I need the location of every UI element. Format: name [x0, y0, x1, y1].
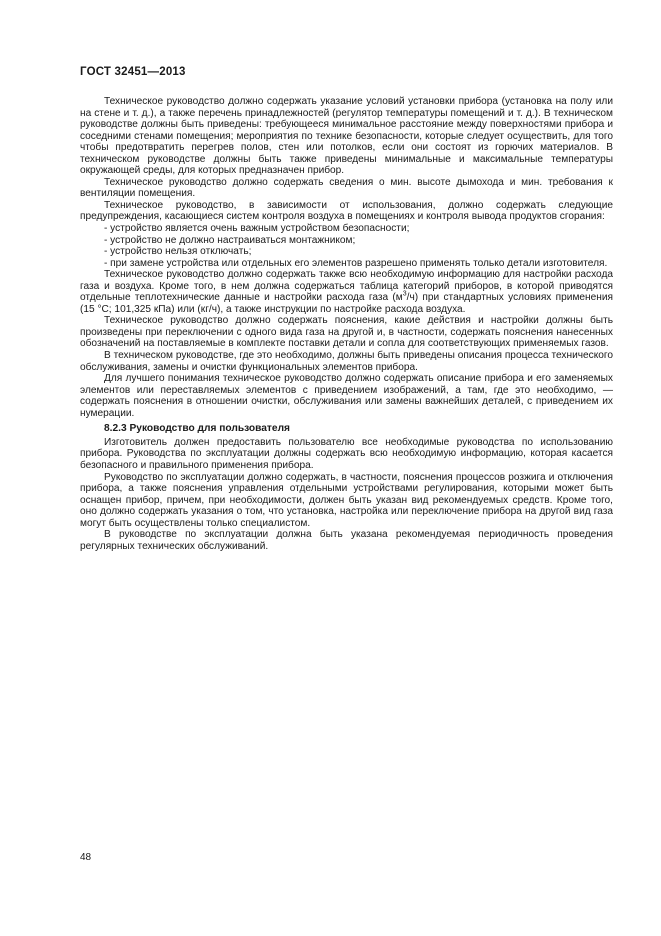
paragraph-warnings-intro: Техническое руководство, в зависимости от использования, должно содержать следующие предупреждения, касающиеся систем контроля воздуха в помещениях и контроля вывода продуктов сгорания: [80, 199, 613, 223]
paragraph-description: Для лучшего понимания техническое руководство должно содержать описание прибора и его заменяемых элементов или переставляемых элементов с приведением изображений, а там, где это необходимо, — содержать пояснения в отношении очистки, обслуживания или замены важнейших деталей, с приведением их нумерации. [80, 373, 613, 419]
section-heading: 8.2.3 Руководство для пользователя [104, 423, 290, 435]
paragraph-text: /ч) при стандартных условиях применения (15 °C; 101,325 кПа) или (кг/ч), а также инструкции по настройке расхода воздуха. [80, 292, 613, 315]
paragraph-chimney-height: Техническое руководство должно содержать сведения о мин. высоте дымохода и мин. требования к вентиляции помещения. [80, 176, 613, 200]
page-number: 48 [80, 852, 92, 863]
paragraph-text: Техническое руководство должно содержать также всю необходимую информацию для настройки расхода газа и воздуха. Кроме того, в нем должна содержаться таблица категорий приборов, в которой приводятся отдельные теплотехнические данные и настройки расхода газа (м [80, 269, 613, 304]
list-item: - устройство нельзя отключать; [104, 246, 252, 258]
paragraph-service-interval: В руководстве по эксплуатации должна быть указана рекомендуемая периодичность проведения регулярных технических обслуживаний. [80, 529, 613, 552]
paragraph-gas-switching: Техническое руководство должно содержать пояснения, какие действия и настройки должны быть произведены при переключении с одного вида газа на другой и, в частности, содержать пояснения нанесенных обозначений на поставляемые в комплекте поставки детали и сопла для соответствующих применяемых газов. [80, 315, 613, 350]
paragraph-gas-air-settings [80, 269, 613, 315]
paragraph-installation-conditions: Техническое руководство должно содержать указание условий установки прибора (установка на полу или на стене и т. д.), а также перечень принадлежностей (регулятор температуры помещений и т. д.). В техническом руководстве должны быть приведены: требующееся минимальное расстояние между поверхностями прибора и соседними стенами помещения; мероприятия по технике безопасности, которые следует осуществить, для того чтобы предотвратить перегрев полов, стен или потолков, если они состоят из горючих материалов. В техническом руководстве должны быть также приведены минимальные и максимальные температуры окружающей среды, для которых предназначен прибор. [80, 96, 613, 177]
paragraph-user-guides: Изготовитель должен предоставить пользователю все необходимые руководства по использованию прибора. Руководства по эксплуатации должны содержать всю необходимую информацию, которая касается безопасного и правильного применения прибора. [80, 436, 613, 471]
paragraph-operation-manual: Руководство по эксплуатации должно содержать, в частности, пояснения процессов розжига и отключения прибора, а также пояснения управления отдельными устройствами регулирования, которыми может быть оснащен прибор, причем, при необходимости, должен быть указан вид рекомендуемых средств. Кроме того, оно должно содержать указания о том, что установка, настройка или переключение прибора на другой вид газа могут быть осуществлены только специалистом. [80, 471, 613, 529]
standard-designation: ГОСТ 32451—2013 [80, 66, 186, 78]
superscript: 3 [402, 290, 407, 298]
document-body [80, 96, 613, 552]
paragraph-maintenance: В техническом руководстве, где это необходимо, должны быть приведены описания процесса технического обслуживания, замены и очистки функциональных элементов прибора. [80, 350, 613, 373]
list-item: - устройство является очень важным устройством безопасности; [104, 223, 410, 235]
list-item: - устройство не должно настраиваться монтажником; [104, 234, 356, 246]
list-item: - при замене устройства или отдельных его элементов разрешено применять только детали изготовителя. [104, 257, 608, 269]
